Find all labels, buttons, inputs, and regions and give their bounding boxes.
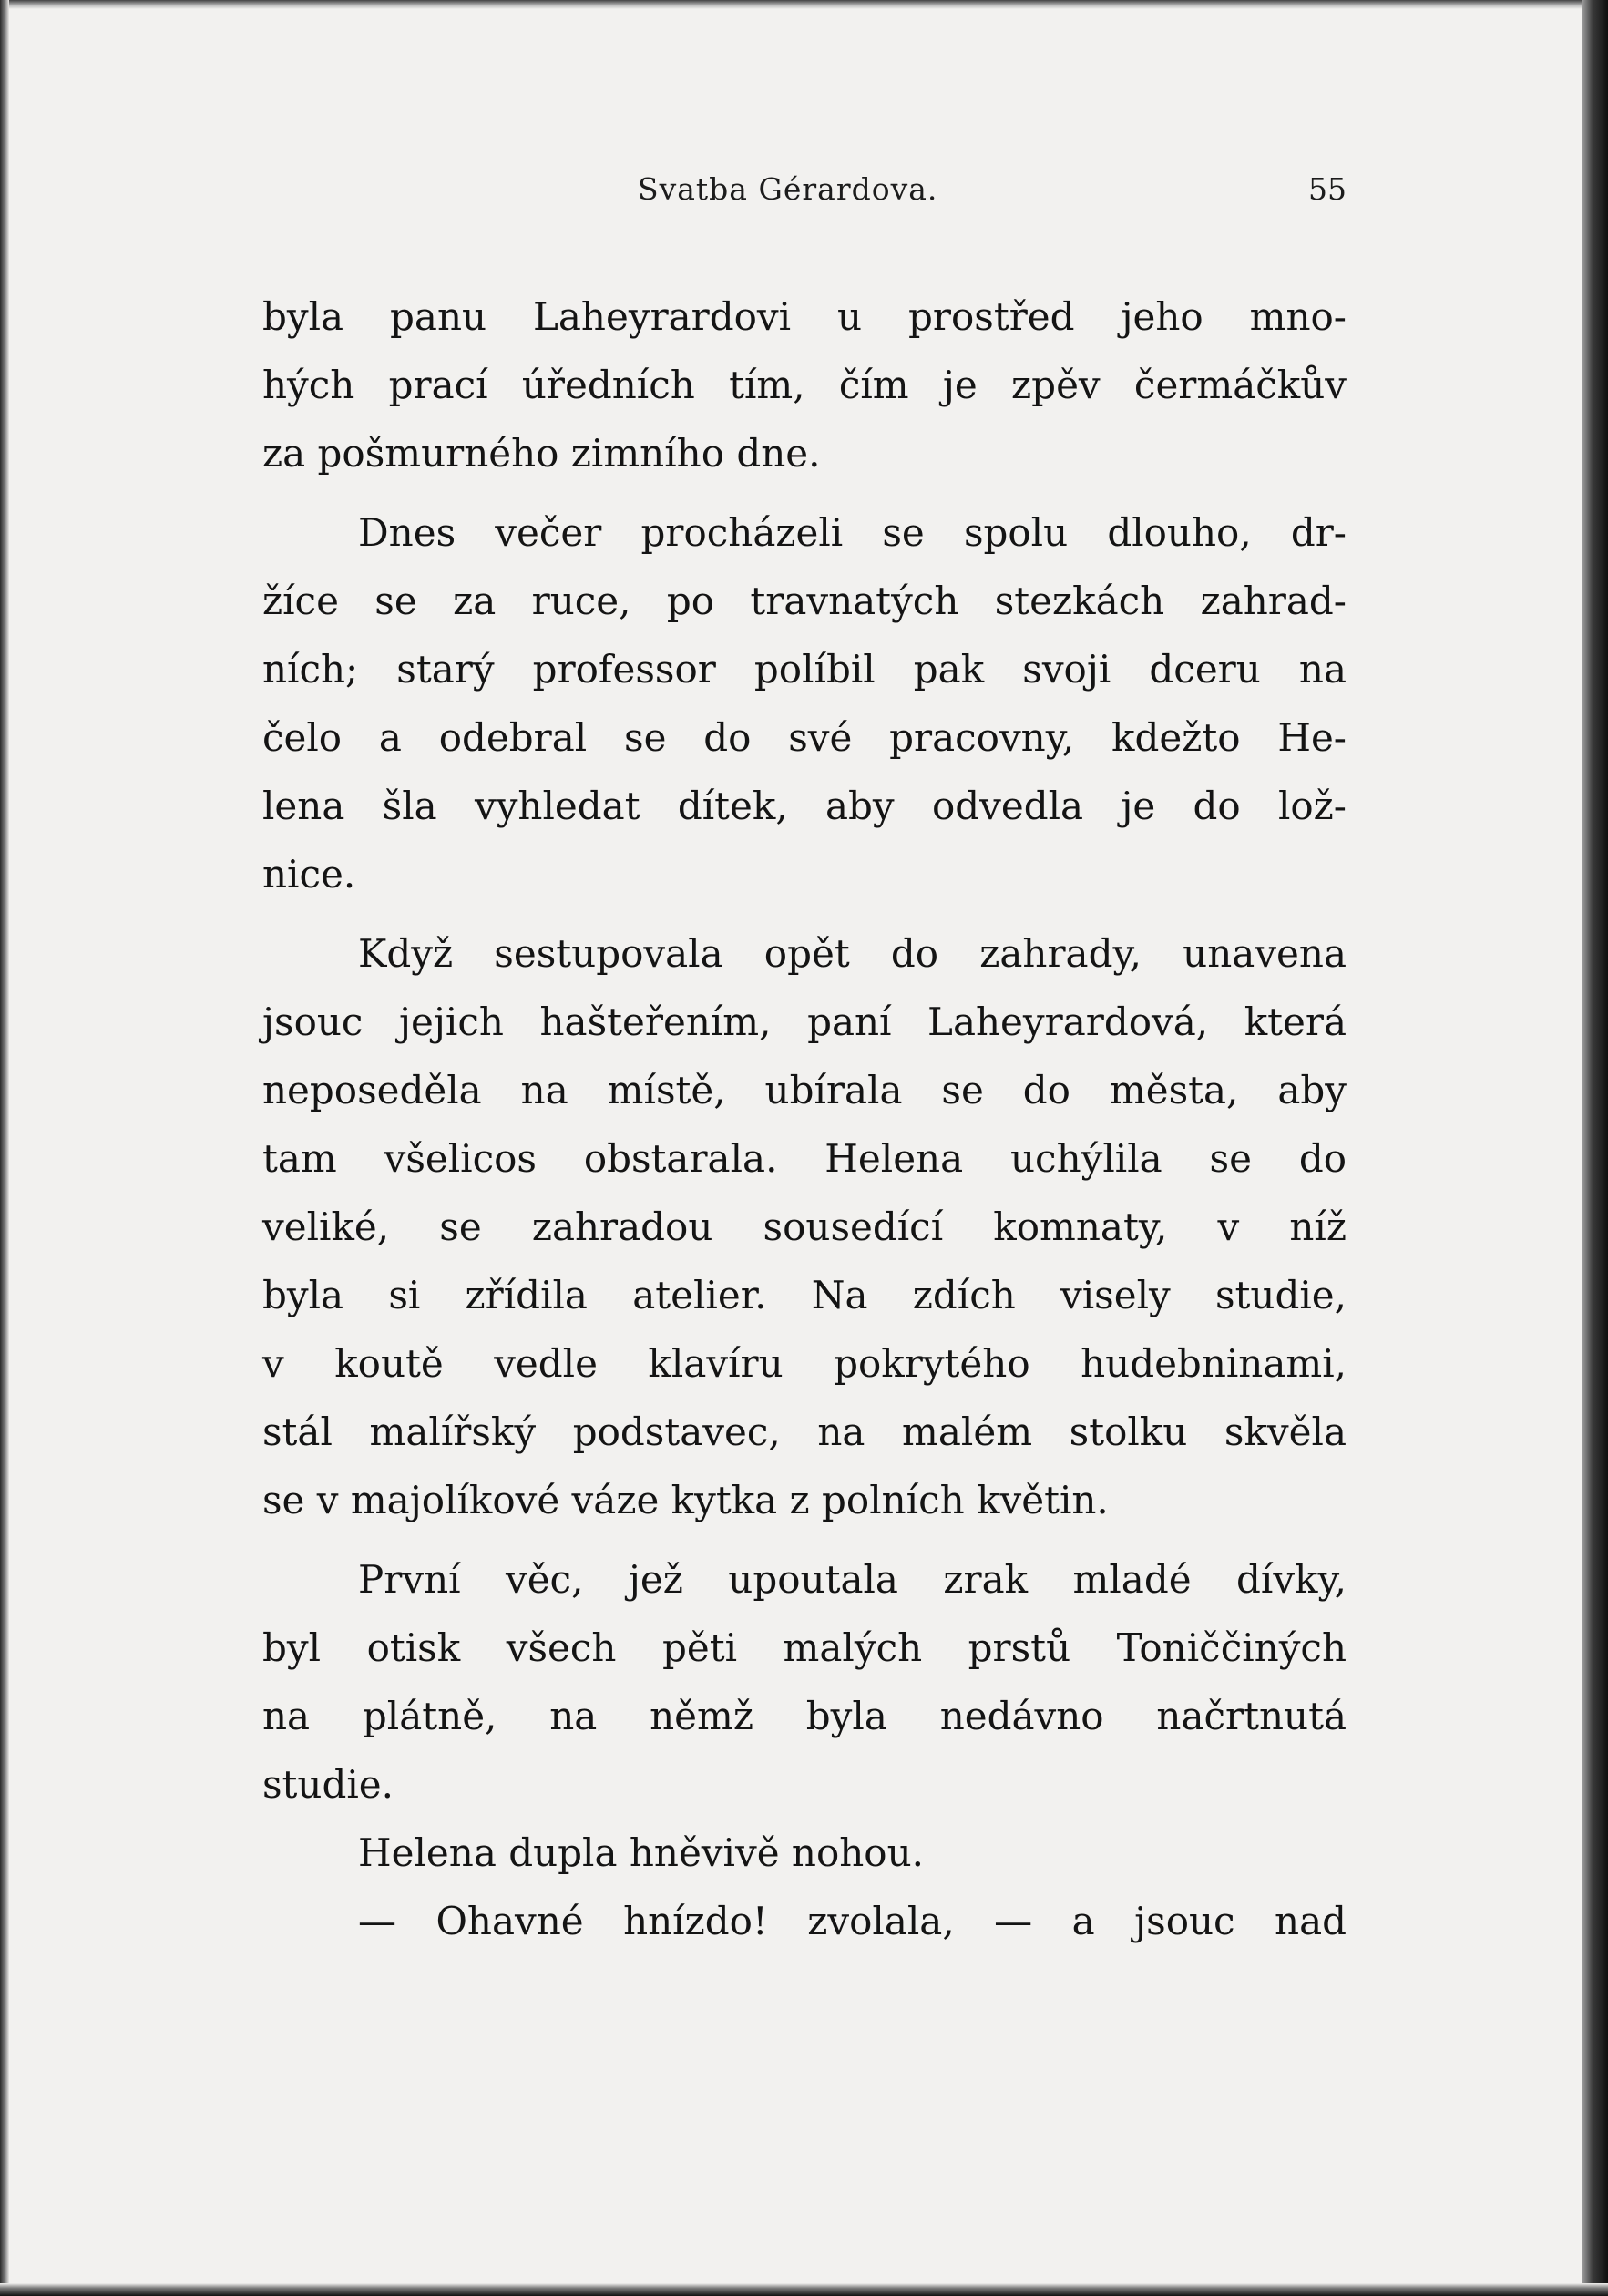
text-line: v koutě vedle klavíru pokrytého hudebninami, (262, 1341, 1347, 1386)
text-line: byl otisk všech pěti malých prstů Toniččiných (262, 1625, 1347, 1670)
page-header (262, 171, 1347, 219)
text-line: veliké, se zahradou sousedící komnaty, v níž (262, 1204, 1347, 1249)
scan-border-bottom (0, 2283, 1608, 2296)
text-line: stál malířský podstavec, na malém stolku skvěla (262, 1409, 1347, 1454)
text-line: Když sestupovala opět do zahrady, unavena (358, 931, 1347, 976)
text-line: na plátně, na němž byla nedávno načrtnutá (262, 1694, 1347, 1738)
text-line: byla si zřídila atelier. Na zdích visely studie, (262, 1273, 1347, 1317)
text-line: za pošmurného zimního dne. (262, 431, 821, 476)
text-line: hých prací úředních tím, čím je zpěv čermáčkův (262, 363, 1347, 407)
text-line: — Ohavné hnízdo! zvolala, — a jsouc nad (358, 1899, 1347, 1943)
running-title: Svatba Gérardova. (638, 171, 938, 207)
text-line: byla panu Laheyrardovi u prostřed jeho mno- (262, 294, 1347, 339)
text-line: nice. (262, 852, 356, 897)
text-line: lena šla vyhledat dítek, aby odvedla je do lož- (262, 784, 1347, 828)
text-line: neposeděla na místě, ubírala se do města, aby (262, 1068, 1347, 1112)
page-number: 55 (1308, 171, 1347, 207)
paragraph-gap (262, 1534, 1347, 1545)
text-line: se v majolíkové váze kytka z polních květin. (262, 1478, 1109, 1522)
text-line: tam všelicos obstarala. Helena uchýlila se do (262, 1136, 1347, 1181)
text-line: jsouc jejich hašteřením, paní Laheyrardová, která (262, 999, 1347, 1044)
text-line: První věc, jež upoutala zrak mladé dívky, (358, 1557, 1347, 1602)
text-line: ních; starý professor políbil pak svoji dceru na (262, 647, 1347, 692)
text-line: žíce se za ruce, po travnatých stezkách zahrad- (262, 579, 1347, 623)
scan-border-right (1582, 0, 1608, 2296)
text-line: čelo a odebral se do své pracovny, kdežto He- (262, 715, 1347, 760)
body-text (262, 282, 1347, 1955)
paragraph-gap (262, 908, 1347, 919)
scan-border-left (0, 0, 9, 2296)
scan-border-top (0, 0, 1608, 9)
text-line: Helena dupla hněvivě nohou. (358, 1830, 924, 1875)
paragraph-gap (262, 487, 1347, 498)
text-line: Dnes večer procházeli se spolu dlouho, dr- (358, 510, 1347, 555)
text-line: studie. (262, 1762, 394, 1807)
